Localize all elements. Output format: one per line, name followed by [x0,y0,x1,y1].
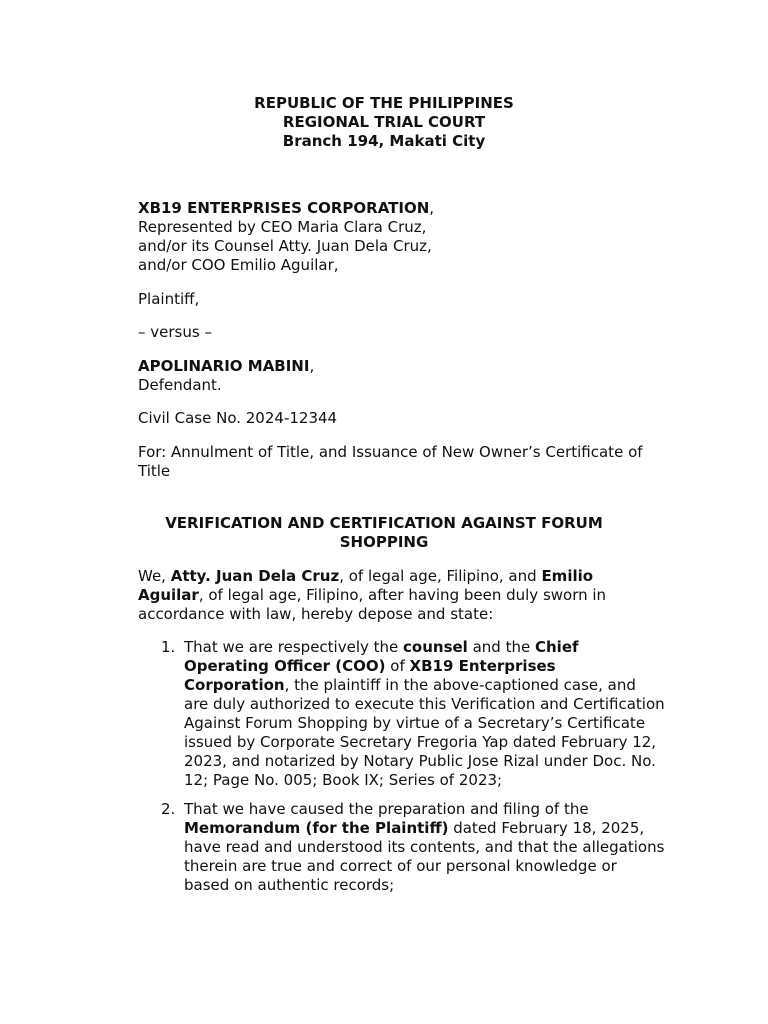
item1-company-a: XB19 Enterprises [409,657,556,675]
intro-text-1: We, [138,567,171,585]
item2-date: dated February 18, 2025, [448,819,645,837]
list-item-text [184,800,684,895]
defendant-role: Defendant. [138,376,222,394]
intro-line-1 [138,567,698,586]
plaintiff-role: Plaintiff, [138,290,200,308]
case-for-line-1: For: Annulment of Title, and Issuance of New Owner’s Certificate of [138,443,643,461]
item2-line-5: based on authentic records; [184,876,395,894]
item1-text-c: and the [467,638,535,656]
item2-memorandum: Memorandum (for the Plaintiff) [184,819,449,837]
intro-text-2: , of legal age, Filipino, and [339,567,542,585]
list-item-number: 2. [161,800,176,818]
item1-chief: Chief [535,638,579,656]
document-title-line-1: VERIFICATION AND CERTIFICATION AGAINST FORUM [165,514,603,532]
intro-text-3: , of legal age, Filipino, after having been duly sworn in [198,586,607,604]
item1-counsel: counsel [403,638,468,656]
case-number: Civil Case No. 2024-12344 [138,409,338,427]
item2-line-3: have read and understood its contents, and that the allegations [184,838,665,856]
intro-line-3: accordance with law, hereby depose and state: [138,605,494,623]
item1-line-2 [184,657,684,676]
case-for-line-2: Title [138,462,171,480]
item2-line-2 [184,819,684,838]
item1-of: of [385,657,410,675]
item1-text-3b: , the plaintiff in the above-captioned case, and [284,676,636,694]
item1-line-3 [184,676,684,695]
item1-coo: Operating Officer (COO) [184,657,386,675]
affiant-name-2-last: Aguilar [138,586,199,604]
list-item-number: 1. [161,638,176,656]
defendant-name-suffix: , [309,357,315,375]
court-header-country: REPUBLIC OF THE PHILIPPINES [254,94,514,112]
item1-company-b: Corporation [184,676,285,694]
court-header-court: REGIONAL TRIAL COURT [282,113,486,131]
item1-line-6: issued by Corporate Secretary Fregoria Yap dated February 12, [184,733,657,751]
item1-line-5: Against Forum Shopping by virtue of a Secretary’s Certificate [184,714,646,732]
plaintiff-rep-line-1: Represented by CEO Maria Clara Cruz, [138,218,427,236]
list-item-text [184,638,684,790]
affiant-name-1: Atty. Juan Dela Cruz [170,567,340,585]
court-header-branch: Branch 194, Makati City [282,132,486,150]
plaintiff-name: XB19 ENTERPRISES CORPORATION [138,199,430,217]
versus-text: – versus – [138,323,212,341]
item2-line-4: therein are true and correct of our personal knowledge or [184,857,617,875]
plaintiff-name-suffix: , [429,199,435,217]
item1-line-7: 2023, and notarized by Notary Public Jose Rizal under Doc. No. [184,752,656,770]
affiant-name-2-first: Emilio [541,567,594,585]
plaintiff-rep-line-2: and/or its Counsel Atty. Juan Dela Cruz, [138,237,432,255]
item1-line-1 [184,638,684,657]
defendant-name-line [138,357,698,376]
item1-line-8: 12; Page No. 005; Book IX; Series of 2023; [184,771,503,789]
intro-line-2 [138,586,698,605]
item2-line-1: That we have caused the preparation and filing of the [184,800,589,818]
defendant-name: APOLINARIO MABINI [138,357,310,375]
plaintiff-name-line [138,199,698,218]
item1-line-4: are duly authorized to execute this Verification and Certification [184,695,665,713]
plaintiff-rep-line-3: and/or COO Emilio Aguilar, [138,256,339,274]
document-title-line-2: SHOPPING [339,533,429,551]
item1-text-a: That we are respectively the [184,638,404,656]
